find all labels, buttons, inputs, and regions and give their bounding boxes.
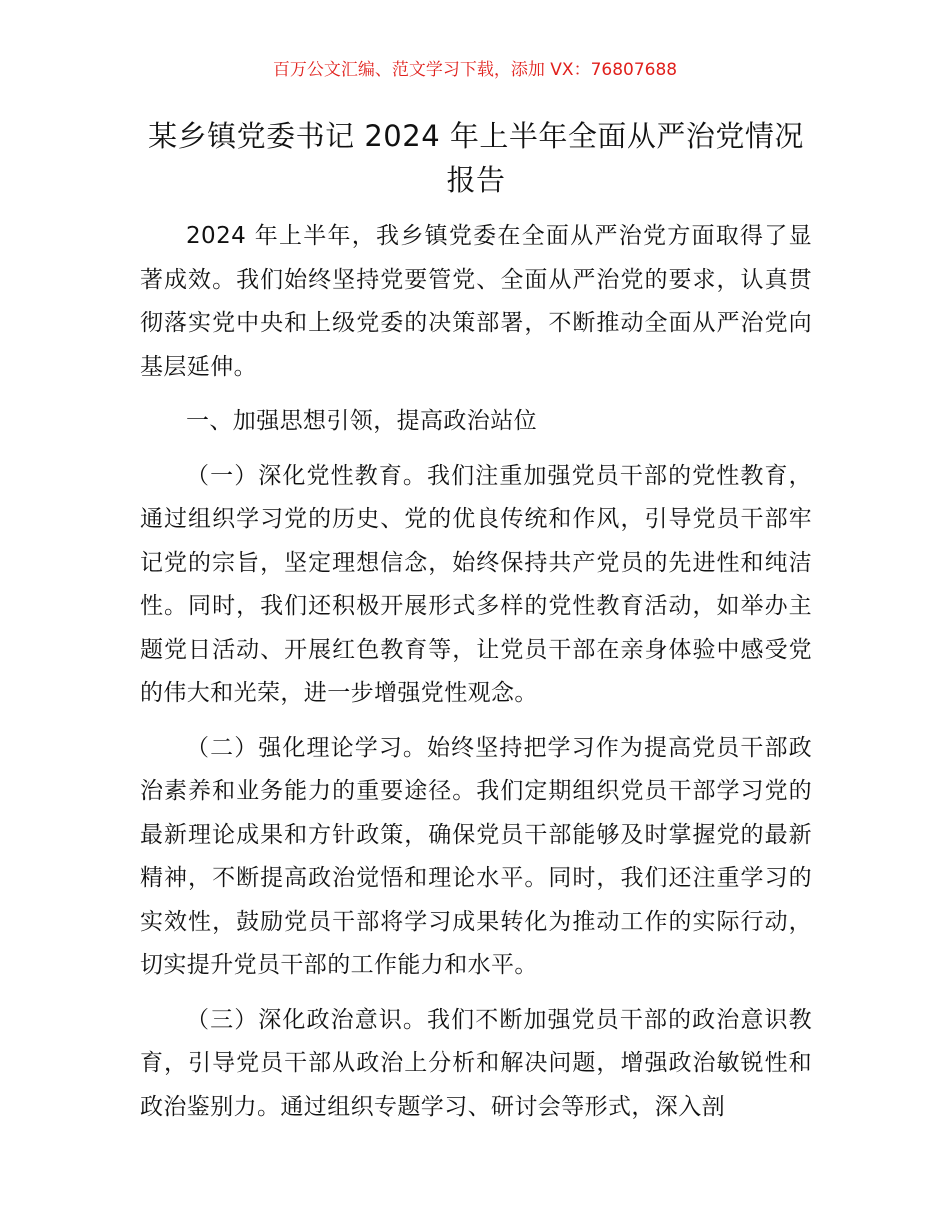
subsection-paragraph-3: （三）深化政治意识。我们不断加强党员干部的政治意识教育，引导党员干部从政治上分析和解决问题，增强政治敏锐性和政治鉴别力。通过组织专题学习、研讨会等形式，深入剖: [140, 1006, 812, 1120]
section-heading-1: 一、加强思想引领，提高政治站位: [186, 408, 537, 434]
subsection-paragraph-2: （二）强化理论学习。始终坚持把学习作为提高党员干部政治素养和业务能力的重要途径。我们定期组织党员干部学习党的最新理论成果和方针政策，确保党员干部能够及时掌握党的最新精神，不断提高政治觉悟和理论水平。同时，我们还注重学习的实效性，鼓励党员干部将学习成果转化为推动工作的实际行动，切实提升党员干部的工作能力和水平。: [140, 734, 812, 978]
intro-paragraph: 2024 年上半年，我乡镇党委在全面从严治党方面取得了显著成效。我们始终坚持党要管党、全面从严治党的要求，认真贯彻落实党中央和上级党委的决策部署，不断推动全面从严治党向基层延伸。: [140, 223, 812, 380]
document-title: 某乡镇党委书记 2024 年上半年全面从严治党情况报告: [148, 119, 804, 197]
watermark-header: 百万公文汇编、范文学习下载，添加 VX：76807688: [272, 60, 678, 80]
subsection-paragraph-1: （一）深化党性教育。我们注重加强党员干部的党性教育，通过组织学习党的历史、党的优良传统和作风，引导党员干部牢记党的宗旨，坚定理想信念，始终保持共产党员的先进性和纯洁性。同时，我们还积极开展形式多样的党性教育活动，如举办主题党日活动、开展红色教育等，让党员干部在亲身体验中感受党的伟大和光荣，进一步增强党性观念。: [140, 462, 812, 706]
document-body: [140, 215, 812, 1140]
